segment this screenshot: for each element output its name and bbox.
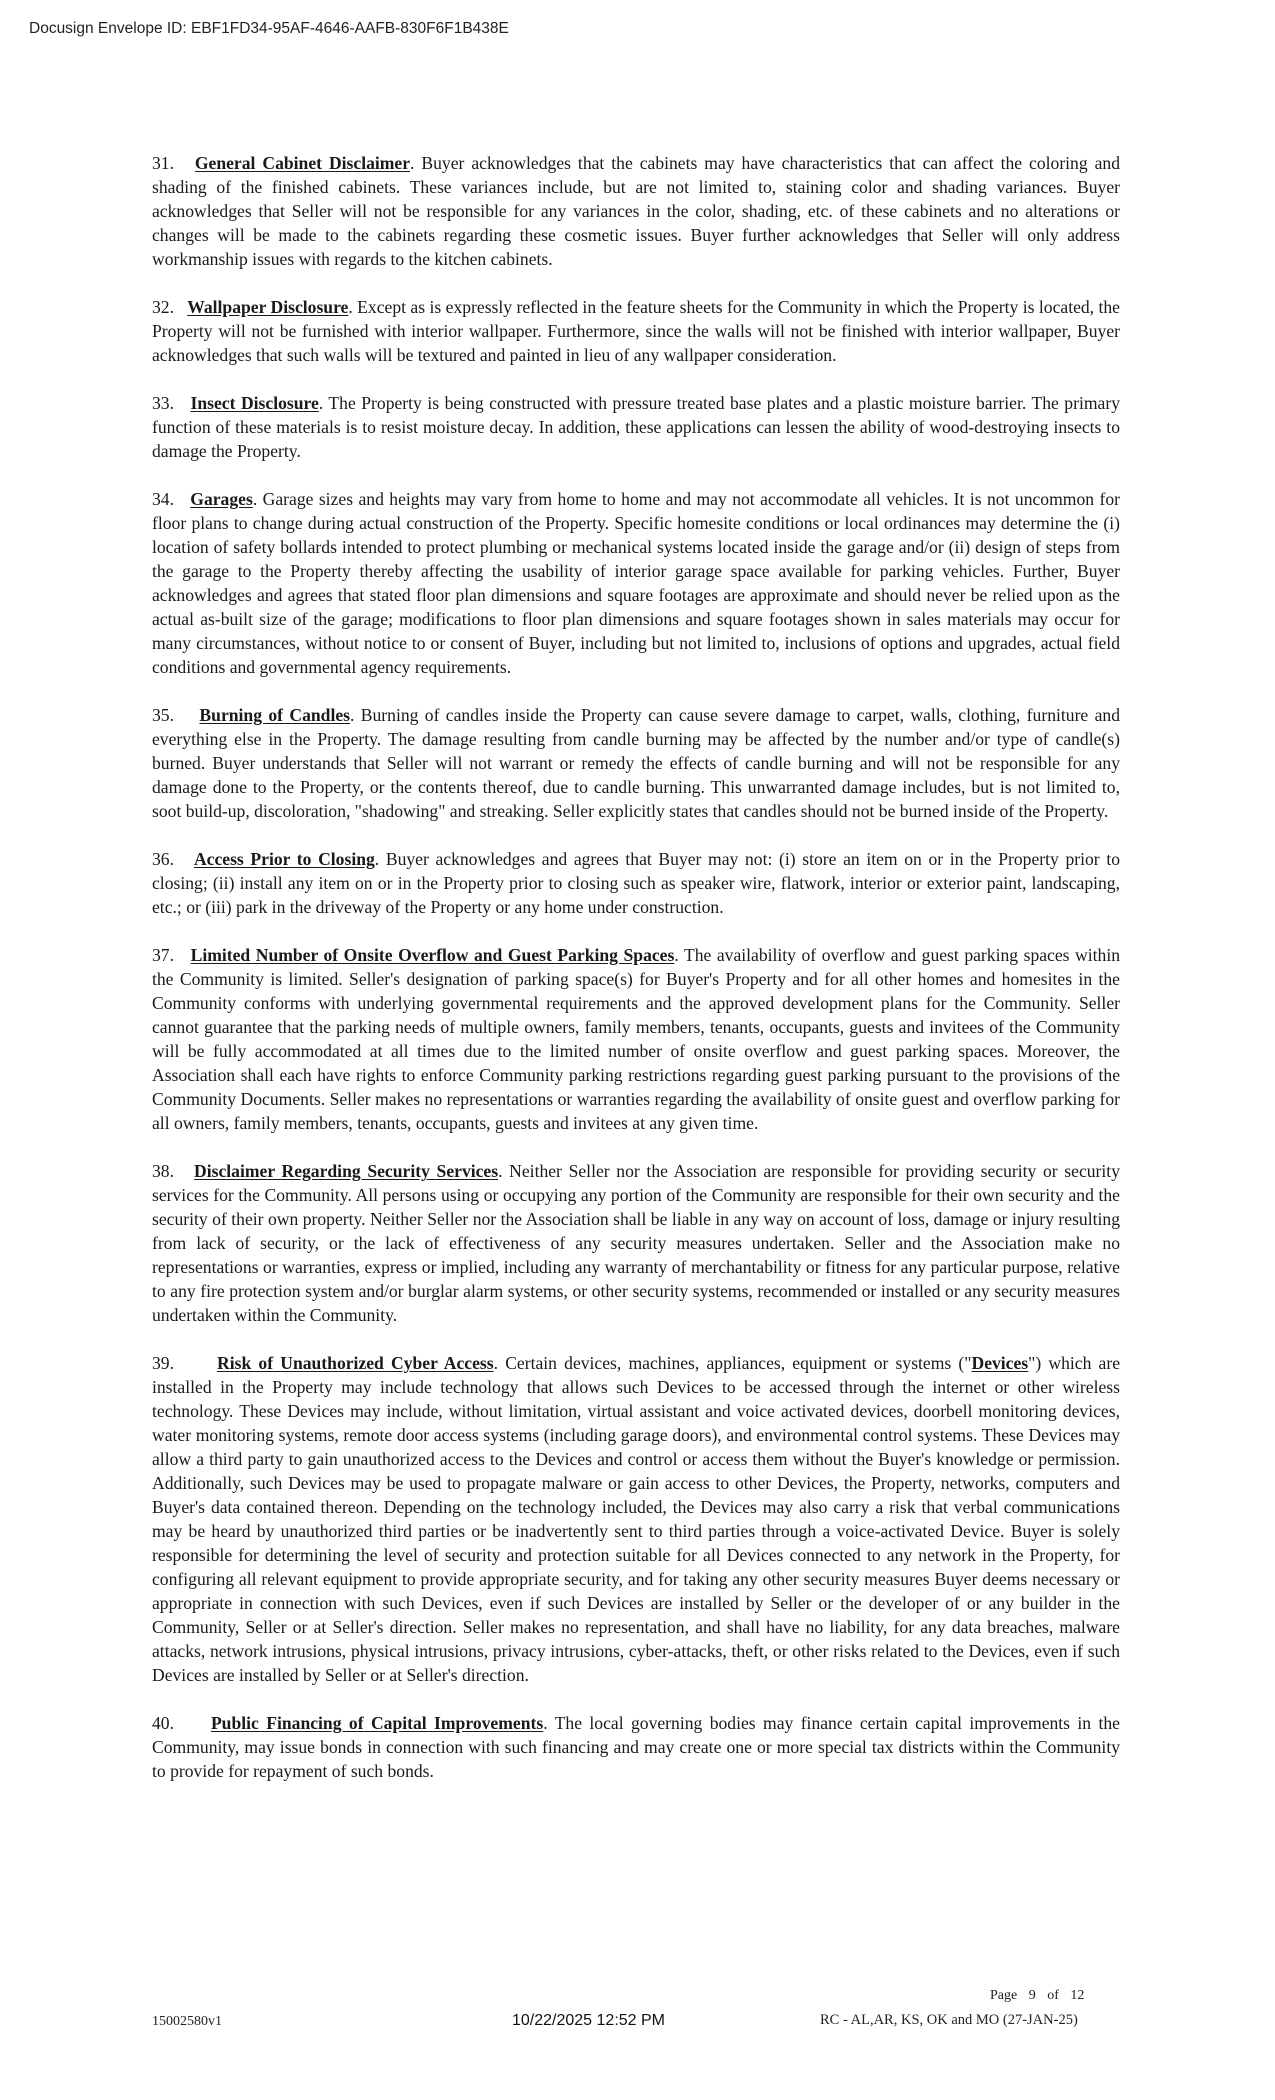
docusign-envelope-id: Docusign Envelope ID: EBF1FD34-95AF-4646-AAFB-830F6F1B438E <box>29 20 509 37</box>
page-current: 9 <box>1028 1988 1036 2003</box>
section-body: ") which are installed in the Property may include technology that allows such Devices to be accessed through the internet or other wireless technology. These Devices may include, without limitation, virtual assistant and voice activated devices, doorbell monitoring devices, water monitoring systems, remote door access systems (including garage doors), and environmental control systems. These Devices may allow a third party to gain unauthorized access to the Devices and control or access them without the Buyer's knowledge or permission. Additionally, such Devices may be used to propagate malware or gain access to other Devices, the Property, networks, computers and Buyer's data contained thereon. Depending on the technology included, the Devices may also carry a risk that verbal communications may be heard by unauthorized third parties or be inadvertently sent to third parties through a voice-activated Device. Buyer is solely responsible for determining the level of security and protection suitable for all Devices connected to any network in the Property, for configuring all relevant equipment to provide appropriate security, and for taking any other security measures Buyer deems necessary or appropriate in connection with such Devices, even if such Devices are installed by Seller or the developer of or any builder in the Community, Seller or at Seller's direction. Seller makes no representation, and shall have no liability, for any data breaches, malware attacks, network intrusions, physical intrusions, privacy intrusions, cyber-attacks, theft, or other risks related to the Devices, even if such Devices are installed by Seller or at Seller's direction. <box>152 1353 1121 1685</box>
section-33 <box>152 391 1120 463</box>
section-number: 38. <box>152 1161 174 1181</box>
section-title: Wallpaper Disclosure <box>187 297 349 317</box>
defined-term: Devices <box>971 1353 1029 1373</box>
section-title: Burning of Candles <box>199 705 350 725</box>
section-34 <box>152 487 1120 679</box>
section-31 <box>152 151 1120 271</box>
page-of: of <box>1047 1988 1059 2003</box>
section-number: 32. <box>152 297 174 317</box>
page-number <box>990 1988 1084 2004</box>
timestamp: 10/22/2025 12:52 PM <box>512 2012 666 2029</box>
section-number: 39. <box>152 1353 174 1373</box>
section-body: . Except as is expressly reflected in the feature sheets for the Community in which the Property is located, the Property will not be furnished with interior wallpaper. Furthermore, since the walls will not be finished with interior wallpaper, Buyer acknowledges that such walls will be textured and painted in lieu of any wallpaper consideration. <box>152 297 1120 365</box>
section-number: 33. <box>152 393 174 413</box>
section-number: 40. <box>152 1713 174 1733</box>
document-body <box>152 151 1120 1807</box>
section-body: . Buyer acknowledges and agrees that Buyer may not: (i) store an item on or in the Property prior to closing; (ii) install any item on or in the Property prior to closing such as speaker wire, flatwork, interior or exterior paint, landscaping, etc.; or (iii) park in the driveway of the Property or any home under construction. <box>152 849 1120 917</box>
section-title: General Cabinet Disclaimer <box>194 153 411 173</box>
section-body: . Garage sizes and heights may vary from home to home and may not accommodate all vehicles. It is not uncommon for floor plans to change during actual construction of the Property. Specific homesite conditions or local ordinances may determine the (i) location of safety bollards intended to protect plumbing or mechanical systems located inside the garage and/or (ii) design of steps from the garage to the Property thereby affecting the usability of interior garage space available for parking vehicles. Further, Buyer acknowledges and agrees that stated floor plan dimensions and square footages are approximate and should never be relied upon as the actual as-built size of the garage; modifications to floor plan dimensions and square footages shown in sales materials may occur for many circumstances, without notice to or consent of Buyer, including but not limited to, inclusions of options and upgrades, actual field conditions and governmental agency requirements. <box>152 489 1120 677</box>
section-title: Limited Number of Onsite Overflow and Guest Parking Spaces <box>190 945 675 965</box>
section-title: Garages <box>190 489 253 509</box>
page-total: 12 <box>1070 1988 1085 2003</box>
section-body: . Burning of candles inside the Property can cause severe damage to carpet, walls, clothing, furniture and everything else in the Property. The damage resulting from candle burning may be affected by the number and/or type of candle(s) burned. Buyer understands that Seller will not warrant or remedy the effects of candle burning and will not be responsible for any damage done to the Property, or the contents thereof, due to candle burning. This unwarranted damage includes, but is not limited to, soot build-up, discoloration, "shadowing" and streaking. Seller explicitly states that candles should not be burned inside of the Property. <box>152 705 1120 821</box>
section-39 <box>152 1351 1120 1687</box>
section-body: . Neither Seller nor the Association are responsible for providing security or security services for the Community. All persons using or occupying any portion of the Community are responsible for their own security and the security of their own property. Neither Seller nor the Association shall be liable in any way on account of loss, damage or injury resulting from lack of security, or the lack of effectiveness of any security measures undertaken. Seller and the Association make no representations or warranties, express or implied, including any warranty of merchantability or fitness for any particular purpose, relative to any fire protection system and/or burglar alarm systems, or other security systems, recommended or installed or any security measures undertaken within the Community. <box>152 1161 1120 1325</box>
section-number: 31. <box>152 153 174 173</box>
section-body: . The local governing bodies may finance certain capital improvements in the Community, may issue bonds in connection with such financing and may create one or more special tax districts within the Community to provide for repayment of such bonds. <box>152 1713 1120 1781</box>
section-35 <box>152 703 1120 823</box>
section-body: . The availability of overflow and guest parking spaces within the Community is limited. Seller's designation of parking space(s) for Buyer's Property and for all other homes and homesites in the Community conforms with underlying governmental requirements and the approved development plans for the Community. Seller cannot guarantee that the parking needs of multiple owners, family members, tenants, occupants, guests and invitees of the Community will be fully accommodated at all times due to the limited number of onsite overflow and guest parking spaces. Moreover, the Association shall each have rights to enforce Community parking restrictions regarding guest parking pursuant to the provisions of the Community Documents. Seller makes no representations or warranties regarding the availability of onsite guest and overflow parking for all owners, family members, tenants, occupants, guests and invitees at any given time. <box>152 945 1121 1133</box>
section-body-pre: . Certain devices, machines, appliances, equipment or systems (" <box>493 1353 972 1373</box>
section-36 <box>152 847 1120 919</box>
section-title: Risk of Unauthorized Cyber Access <box>217 1353 494 1373</box>
section-title: Disclaimer Regarding Security Services <box>194 1161 499 1181</box>
page-label: Page <box>990 1988 1018 2003</box>
section-37 <box>152 943 1120 1135</box>
section-32 <box>152 295 1120 367</box>
section-title: Public Financing of Capital Improvements <box>210 1713 544 1733</box>
section-title: Access Prior to Closing <box>193 849 375 869</box>
section-number: 34. <box>152 489 174 509</box>
section-40 <box>152 1711 1120 1783</box>
document-id: 15002580v1 <box>152 2014 222 2029</box>
section-38 <box>152 1159 1120 1327</box>
section-number: 37. <box>152 945 174 965</box>
section-body: . Buyer acknowledges that the cabinets may have characteristics that can affect the coloring and shading of the finished cabinets. These variances include, but are not limited to, staining color and shading variances. Buyer acknowledges that Seller will not be responsible for any variances in the color, shading, etc. of these cabinets and no alterations or changes will be made to the cabinets regarding these cosmetic issues. Buyer further acknowledges that Seller will only address workmanship issues with regards to the kitchen cabinets. <box>152 153 1121 269</box>
form-code: RC - AL,AR, KS, OK and MO (27-JAN-25) <box>820 2012 1078 2028</box>
section-number: 35. <box>152 705 174 725</box>
section-title: Insect Disclosure <box>190 393 319 413</box>
section-number: 36. <box>152 849 174 869</box>
section-body: . The Property is being constructed with pressure treated base plates and a plastic moisture barrier. The primary function of these materials is to resist moisture decay. In addition, these applications can lessen the ability of wood-destroying insects to damage the Property. <box>152 393 1120 461</box>
